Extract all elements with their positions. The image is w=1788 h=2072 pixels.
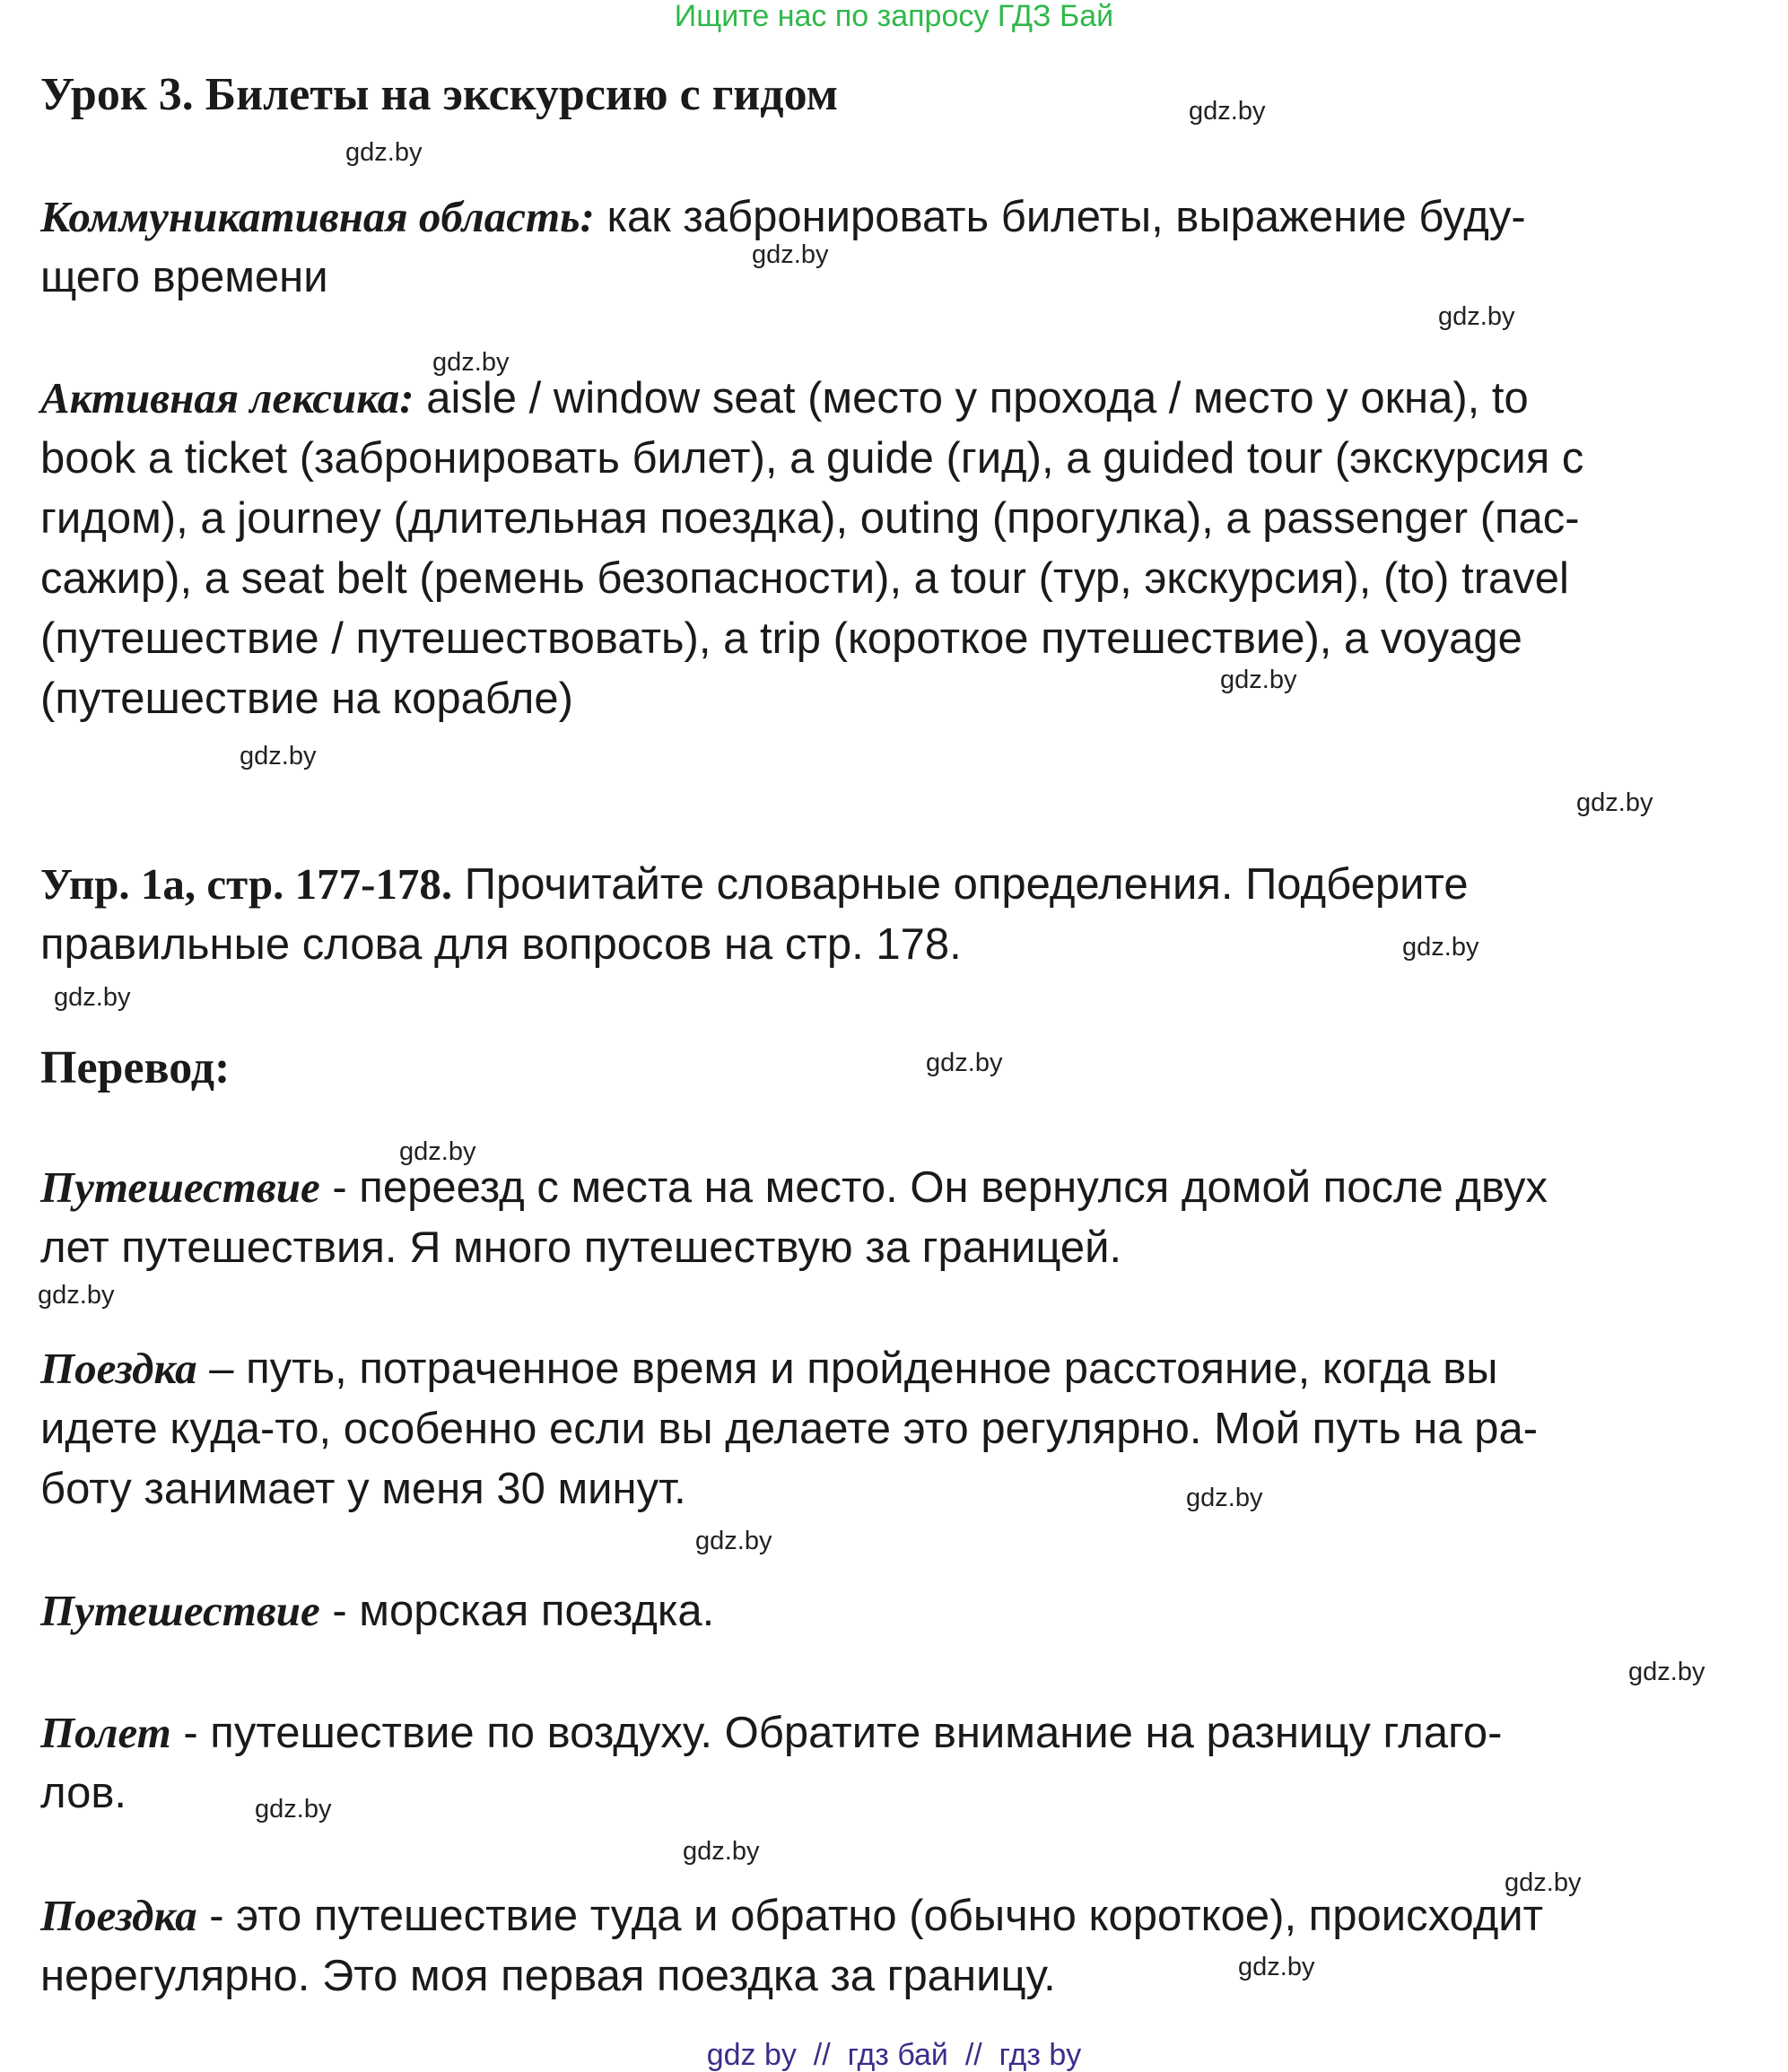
lesson-title: Урок 3. Билеты на экскурсию с гидом [40,69,839,120]
watermark: gdz.by [1220,666,1297,694]
communicative-label: Коммуникативная область: [40,192,595,241]
translation-heading: Перевод: [40,1042,231,1093]
watermark: gdz.by [695,1527,772,1555]
definition-item [40,1885,1745,2007]
definition-item [40,1580,1745,1641]
definition-line2: лов. [40,1769,127,1817]
definition-term: Путешествие [40,1586,320,1635]
definition-term: Поездка [40,1344,197,1393]
definition-line1: - морская поездка. [319,1587,715,1635]
watermark: gdz.by [1438,302,1515,331]
watermark: gdz.by [38,1281,115,1310]
exercise-text-line2: правильные слова для вопросов на стр. 178. [40,920,962,969]
watermark: gdz.by [345,138,423,167]
communicative-text-line1: как забронировать билеты, выражение буду- [594,193,1526,241]
communicative-text-line2: щего времени [40,253,328,301]
watermark: gdz.by [54,983,131,1012]
vocabulary-line2: book a ticket (забронировать билет), a guide (гид), a guided tour (экскурсия с [40,434,1584,483]
watermark: gdz.by [399,1137,476,1166]
exercise-text-line1: Прочитайте словарные определения. Подберите [452,860,1469,909]
definition-line2: лет путешествия. Я много путешествую за границей. [40,1223,1122,1272]
watermark: gdz.by [432,348,510,377]
definition-line1: - это путешествие туда и обратно (обычно короткое), происходит [196,1892,1544,1940]
communicative-paragraph [40,187,1745,308]
definition-line2: идете куда-то, особенно если вы делаете это регулярно. Мой путь на ра- [40,1405,1539,1453]
top-banner-link[interactable]: Ищите нас по запросу ГДЗ Бай [674,0,1114,33]
vocabulary-label: Активная лексика: [40,373,414,422]
watermark: gdz.by [1189,97,1266,126]
definition-line1: – путь, потраченное время и пройденное расстояние, когда вы [196,1345,1498,1393]
watermark: gdz.by [240,742,317,770]
watermark: gdz.by [1238,1953,1315,1981]
vocabulary-paragraph [40,368,1745,729]
vocabulary-line1: aisle / window seat (место у прохода / место у окна), to [414,374,1529,422]
vocabulary-line5: (путешествие / путешествовать), a trip (короткое путешествие), a voyage [40,614,1522,663]
watermark: gdz.by [1628,1658,1705,1686]
definition-line1: - переезд с места на место. Он вернулся домой после двух [319,1163,1548,1212]
vocabulary-line3: гидом), a journey (длительная поездка), outing (прогулка), a passenger (пас- [40,494,1580,543]
watermark: gdz.by [1505,1868,1582,1897]
watermark: gdz.by [683,1837,760,1866]
definition-line3: боту занимает у меня 30 минут. [40,1465,686,1513]
definition-line1: - путешествие по воздуху. Обратите внимание на разницу глаго- [170,1709,1503,1757]
footer-banner-link[interactable]: gdz by // гдз бай // гдз by [706,2038,1082,2072]
exercise-paragraph [40,854,1745,975]
vocabulary-line4: сажир), a seat belt (ремень безопасности), a tour (тур, экскурсия), (to) travel [40,554,1569,603]
definition-term: Поездка [40,1891,197,1940]
definition-item [40,1338,1745,1519]
vocabulary-line6: (путешествие на корабле) [40,675,573,723]
watermark: gdz.by [1186,1484,1263,1512]
watermark: gdz.by [926,1049,1003,1077]
definition-term: Полет [40,1708,171,1757]
watermark: gdz.by [1576,788,1653,817]
definition-term: Путешествие [40,1162,320,1212]
definition-line2: нерегулярно. Это моя первая поездка за границу. [40,1952,1056,2000]
exercise-label: Упр. 1а, стр. 177-178. [40,859,453,909]
definition-item [40,1157,1745,1278]
watermark: gdz.by [1402,933,1479,962]
watermark: gdz.by [255,1795,332,1824]
watermark: gdz.by [752,240,829,269]
